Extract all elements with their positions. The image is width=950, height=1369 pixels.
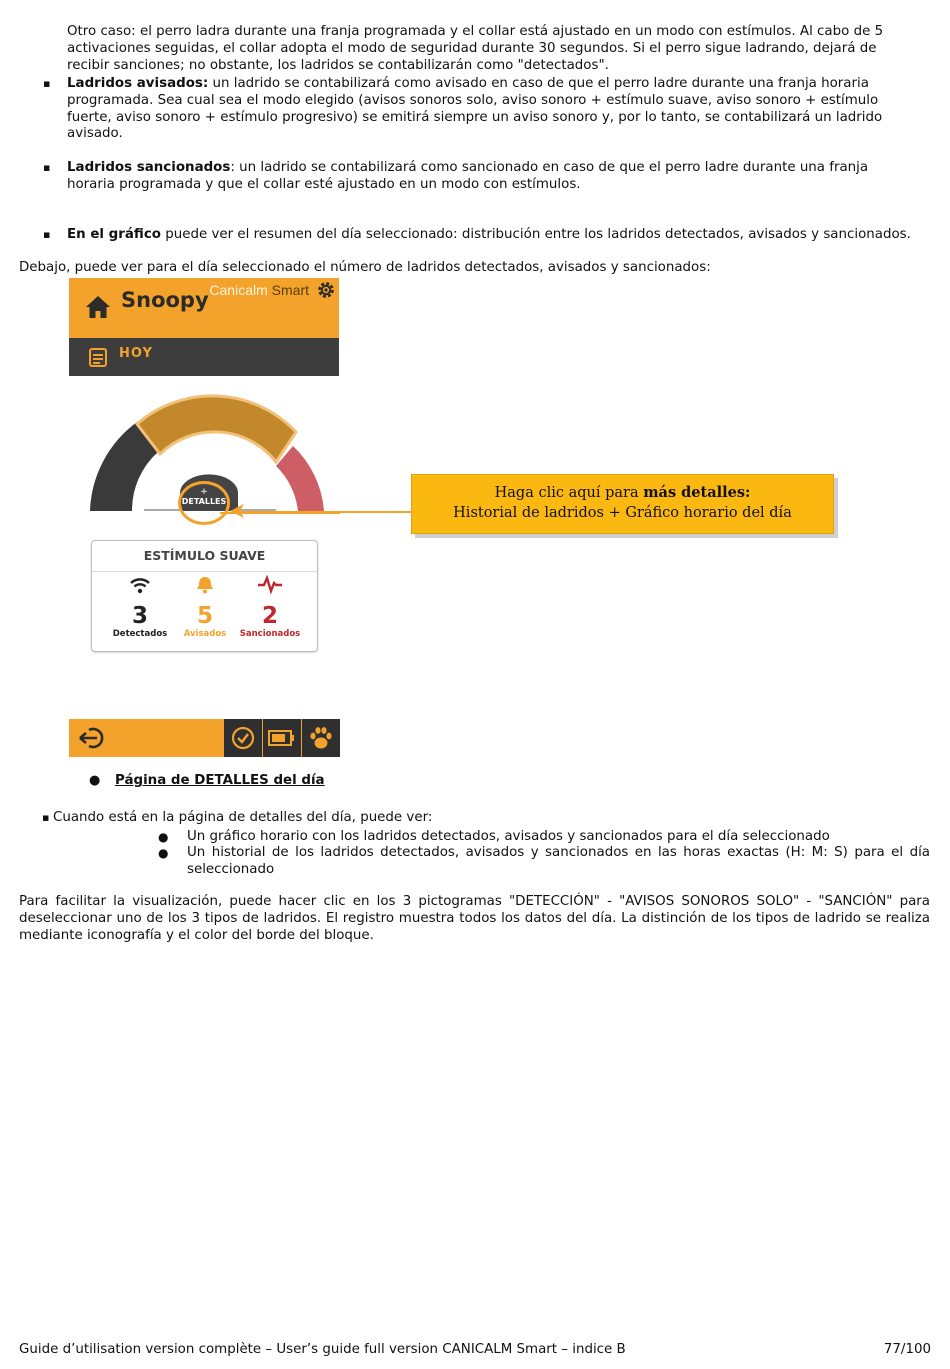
pulse-icon xyxy=(257,575,283,595)
text-avisados: un ladrido se contabilizará como avisado en caso de que el perro ladre durante una franja horaria programada. Sea cual sea el modo elegido (avisos sonoros solo, aviso sonoro + estímulo suave, aviso sonoro + estímulo fuerte, aviso sonoro + estímulo progresivo) se emitirá siempre un aviso sonoro y, por lo tanto, se contabilizará un ladrido avisado. xyxy=(67,76,883,142)
divider xyxy=(92,571,317,572)
stat-avisados[interactable] xyxy=(170,575,240,640)
round-bullet: ● xyxy=(158,830,169,844)
details-button[interactable] xyxy=(178,481,230,525)
callout-box xyxy=(411,474,834,534)
paragraph-para-facilitar: Para facilitar la visualización, puede hacer clic en los 3 pictogramas "DETECCIÓN" - "AVISOS SONOROS SOLO" - "SANCIÓN" para deseleccionar uno de los 3 tipos de ladridos. El registro muestra todos los datos del día. La distinción de los tipos de ladrido se realiza mediante iconografía y el color del borde del bloque. xyxy=(19,894,930,943)
brand-name: Canicalm Smart xyxy=(209,282,309,298)
stat-sancionados[interactable] xyxy=(235,575,305,640)
day-selector[interactable] xyxy=(69,338,339,376)
stat-value: 2 xyxy=(261,602,278,629)
paragraph-cuando: Cuando está en la página de detalles del día, puede ver: xyxy=(53,810,433,825)
bark-gauge xyxy=(80,388,340,523)
term-avisados: Ladridos avisados: xyxy=(67,76,209,91)
home-icon[interactable] xyxy=(85,295,111,319)
stat-label: Avisados xyxy=(183,628,227,639)
section-heading-detalles: Página de DETALLES del día xyxy=(115,773,325,788)
paragraph-avisados xyxy=(67,76,909,143)
term-grafico: En el gráfico xyxy=(67,227,161,242)
details-plus: + xyxy=(200,487,208,497)
term-sancionados: Ladridos sancionados xyxy=(67,160,231,175)
stat-value: 3 xyxy=(131,602,148,629)
paragraph-grafico xyxy=(67,227,937,244)
day-label: HOY xyxy=(119,346,153,361)
logout-icon[interactable] xyxy=(77,726,109,750)
check-icon xyxy=(231,726,255,750)
callout-connector xyxy=(240,511,412,513)
app-bottom-bar xyxy=(69,719,339,757)
mode-title: ESTÍMULO SUAVE xyxy=(143,548,266,563)
paragraph-sancionados xyxy=(67,160,909,194)
round-bullet: ● xyxy=(89,773,101,788)
stat-value: 5 xyxy=(196,602,213,629)
round-bullet: ● xyxy=(158,846,169,860)
footer-text: Guide d’utilisation version complète – User’s guide full version CANICALM Smart – indice B xyxy=(19,1342,626,1357)
list-item-grafico-horario: Un gráfico horario con los ladridos detectados, avisados y sancionados para el día seleccionado xyxy=(187,829,830,844)
stat-detectados[interactable] xyxy=(105,575,175,640)
gear-icon[interactable] xyxy=(316,280,336,300)
square-bullet: ▪ xyxy=(43,77,51,90)
list-item-historial: Un historial de los ladridos detectados, avisados y sancionados en las horas exactas (H: M: S) para el día seleccionado xyxy=(187,845,930,877)
callout-line1: Haga clic aquí para más detalles: xyxy=(494,484,751,501)
wifi-icon xyxy=(129,575,151,595)
paw-icon xyxy=(308,725,334,751)
stats-card xyxy=(91,540,318,652)
app-topbar xyxy=(69,278,339,338)
dog-name: Snoopy xyxy=(121,288,209,312)
bell-icon xyxy=(194,575,216,595)
check-button[interactable] xyxy=(223,719,262,757)
page-number: 77/100 xyxy=(883,1342,931,1357)
paw-button[interactable] xyxy=(301,719,340,757)
stat-label: Detectados xyxy=(112,628,168,639)
callout-line2: Historial de ladridos + Gráfico horario del día xyxy=(453,505,792,521)
details-label: DETALLES xyxy=(181,497,227,506)
calendar-icon xyxy=(89,347,107,367)
text-grafico: puede ver el resumen del día seleccionado: distribución entre los ladridos detectados, avisados y sancionados. xyxy=(160,227,911,242)
text-sancionados: : un ladrido se contabilizará como sancionado en caso de que el perro ladre durante una franja horaria programada y que el collar esté ajustado en un modo con estímulos. xyxy=(67,160,869,192)
battery-button[interactable] xyxy=(262,719,301,757)
app-header xyxy=(69,278,339,376)
square-bullet: ▪ xyxy=(43,161,51,174)
square-bullet: ▪ xyxy=(42,811,50,824)
paragraph-debajo: Debajo, puede ver para el día seleccionado el número de ladridos detectados, avisados y sancionados: xyxy=(19,260,711,275)
square-bullet: ▪ xyxy=(43,228,51,241)
stat-label: Sancionados xyxy=(239,628,301,639)
paragraph-otro-caso: Otro caso: el perro ladra durante una franja programada y el collar está ajustado en un modo con estímulos. Al cabo de 5 activaciones seguidas, el collar adopta el modo de seguridad durante 30 segundos. Si el perro sigue ladrando, dejará de recibir sanciones; no obstante, los ladridos se contabilizarán como "detectados". xyxy=(67,24,884,73)
page-footer xyxy=(19,1342,931,1359)
battery-icon xyxy=(268,730,296,746)
